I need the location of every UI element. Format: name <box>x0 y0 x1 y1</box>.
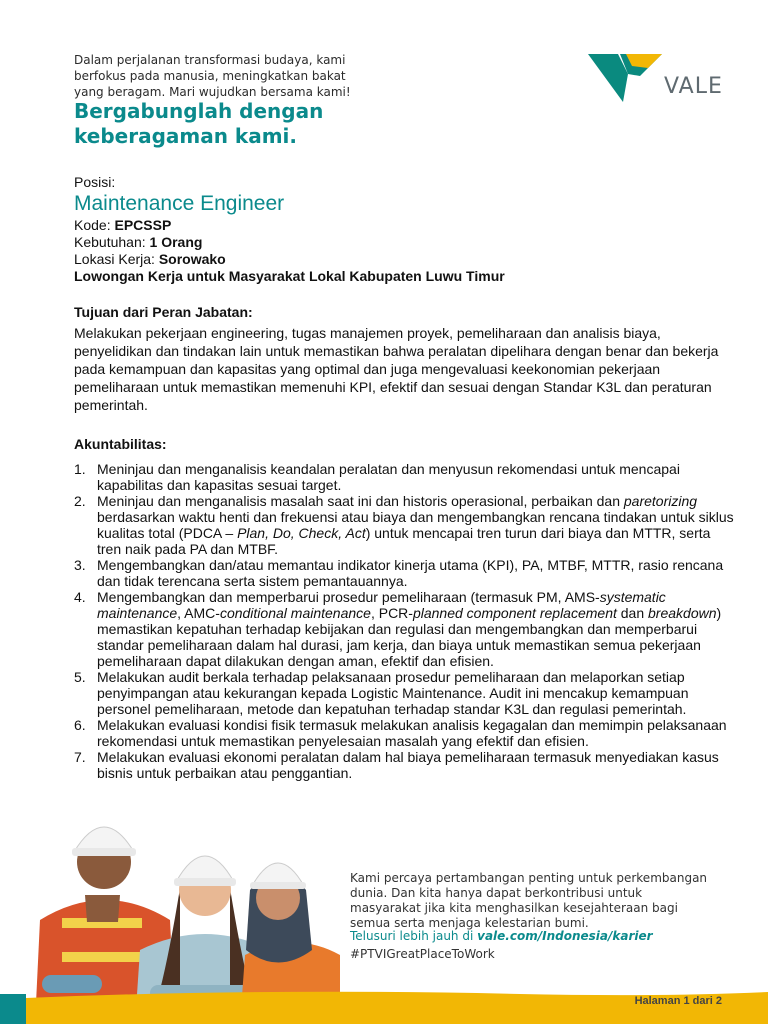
link-prefix: Telusuri lebih jauh di <box>350 929 478 943</box>
list-text-italic: planned component replacement <box>412 605 617 621</box>
location-row <box>74 251 694 268</box>
list-number: 7. <box>74 749 86 765</box>
list-text: Meninjau dan menganalisis keandalan peralatan dan menyusun rekomendasi untuk mencapai kapabilitas dan kapasitas sesuai target. <box>97 461 680 493</box>
hashtag: #PTVIGreatPlaceToWork <box>350 947 495 961</box>
list-text: Mengembangkan dan memperbarui prosedur pemeliharaan (termasuk PM, AMS- <box>97 589 600 605</box>
list-text: , PCR- <box>370 605 413 621</box>
list-text: , AMC- <box>177 605 220 621</box>
list-text: Melakukan audit berkala terhadap pelaksanaan prosedur pemeliharaan dan melaporkan setiap penyimpangan atau kekurangan kepada Logistic Maintenance. Audit ini mencakup kemampuan personel pemeliharaan, metode dan kepatuhan terhadap standar K3L dan regulasi pemerintah. <box>97 669 689 717</box>
position-label: Posisi: <box>74 174 116 190</box>
list-item <box>74 493 734 557</box>
list-item <box>74 669 734 717</box>
code-value: EPCSSP <box>114 217 172 233</box>
intro-text: Dalam perjalanan transformasi budaya, kami berfokus pada manusia, meningkatkan bakat yang beragam. Mari wujudkan bersama kami! <box>74 53 351 99</box>
vale-logo-text: VALE <box>664 74 723 99</box>
list-number: 3. <box>74 557 86 573</box>
list-number: 5. <box>74 669 86 685</box>
accountabilities-title: Akuntabilitas: <box>74 436 167 452</box>
code-label: Kode: <box>74 217 111 233</box>
list-text: dan <box>616 605 649 621</box>
list-item <box>74 717 734 749</box>
headline-line-1: Bergabunglah dengan <box>74 99 324 123</box>
list-text-italic: paretorizing <box>623 493 698 509</box>
list-text: Mengembangkan dan/atau memantau indikator kinerja utama (KPI), PA, MTBF, MTTR, rasio rencana dan tidak terencana serta sistem pemantauannya. <box>97 557 724 589</box>
headline-line-2: keberagaman kami. <box>74 124 298 148</box>
page-number: Halaman 1 dari 2 <box>634 995 722 1007</box>
list-number: 1. <box>74 461 86 477</box>
job-title: Maintenance Engineer <box>74 192 285 215</box>
list-text-italic: Plan, Do, Check, Act <box>237 525 366 541</box>
list-number: 2. <box>74 493 86 509</box>
list-number: 6. <box>74 717 86 733</box>
accountabilities-list <box>74 461 734 781</box>
location-label: Lokasi Kerja: <box>74 251 155 267</box>
list-number: 4. <box>74 589 86 605</box>
purpose-title: Tujuan dari Peran Jabatan: <box>74 304 253 320</box>
list-item <box>74 557 734 589</box>
list-item <box>74 749 734 781</box>
local-hiring-note: Lowongan Kerja untuk Masyarakat Lokal Kabupaten Luwu Timur <box>74 268 505 284</box>
list-item <box>74 589 734 669</box>
list-text-italic: systematic maintenance <box>97 589 666 621</box>
list-text: ) untuk mencapai tren turun dari biaya dan MTTR, serta tren naik pada PA dan MTBF. <box>97 525 711 557</box>
location-value: Sorowako <box>158 251 226 267</box>
list-text: Melakukan evaluasi ekonomi peralatan dalam hal biaya pemeliharaan termasuk menyediakan kasus bisnis untuk perbaikan atau penggantian. <box>97 749 719 781</box>
vale-logo <box>588 50 738 106</box>
list-text: ) memastikan kepatuhan terhadap kebijakan dan regulasi dan mengembangkan dan memperbarui standar pemeliharaan dalam hal durasi, jam kerja, dan biaya untuk memastikan semua pekerjaan pemeliharaan dapat dilakukan dengan aman, efektif dan efisien. <box>97 605 722 669</box>
need-row <box>74 234 694 251</box>
list-text-italic: breakdown <box>648 605 717 621</box>
code-row <box>74 217 694 234</box>
need-label: Kebutuhan: <box>74 234 146 250</box>
need-value: 1 Orang <box>149 234 203 250</box>
purpose-text: Melakukan pekerjaan engineering, tugas manajemen proyek, pemeliharaan dan analisis biaya, penyelidikan dan tindakan lain untuk memastikan bahwa peralatan dipelihara dengan benar dan bekerja pada kemampuan dan kapasitas yang optimal dan juga mengevaluasi keekonomian pekerjaan pemeliharaan untuk memastikan memenuhi KPI, efektif dan sesuai dengan Standar K3L dan peraturan pemerintah. <box>74 325 719 413</box>
list-item <box>74 461 734 493</box>
headline <box>74 99 374 149</box>
list-text-italic: conditional maintenance <box>219 605 371 621</box>
footer-statement: Kami percaya pertambangan penting untuk perkembangan dunia. Dan kita hanya dapat berkontribusi untuk masyarakat jika kita menghasilkan kesejahteraan bagi semua serta menjaga kelestarian bumi. <box>350 871 708 930</box>
careers-link-line <box>350 929 710 944</box>
list-text: Meninjau dan menganalisis masalah saat ini dan historis operasional, perbaikan dan <box>97 493 624 509</box>
list-text: Melakukan evaluasi kondisi fisik termasuk melakukan analisis kegagalan dan memimpin pelaksanaan rekomendasi untuk memastikan penyelesaian masalah yang efektif dan efisien. <box>97 717 727 749</box>
vale-logo-mark-icon <box>588 50 664 106</box>
careers-link[interactable]: vale.com/Indonesia/karier <box>477 929 653 943</box>
position-block <box>74 174 694 285</box>
list-text: berdasarkan waktu henti dan frekuensi atau biaya dan mengembangkan rencana tindakan untuk siklus kualitas total (PDCA – <box>97 509 734 541</box>
